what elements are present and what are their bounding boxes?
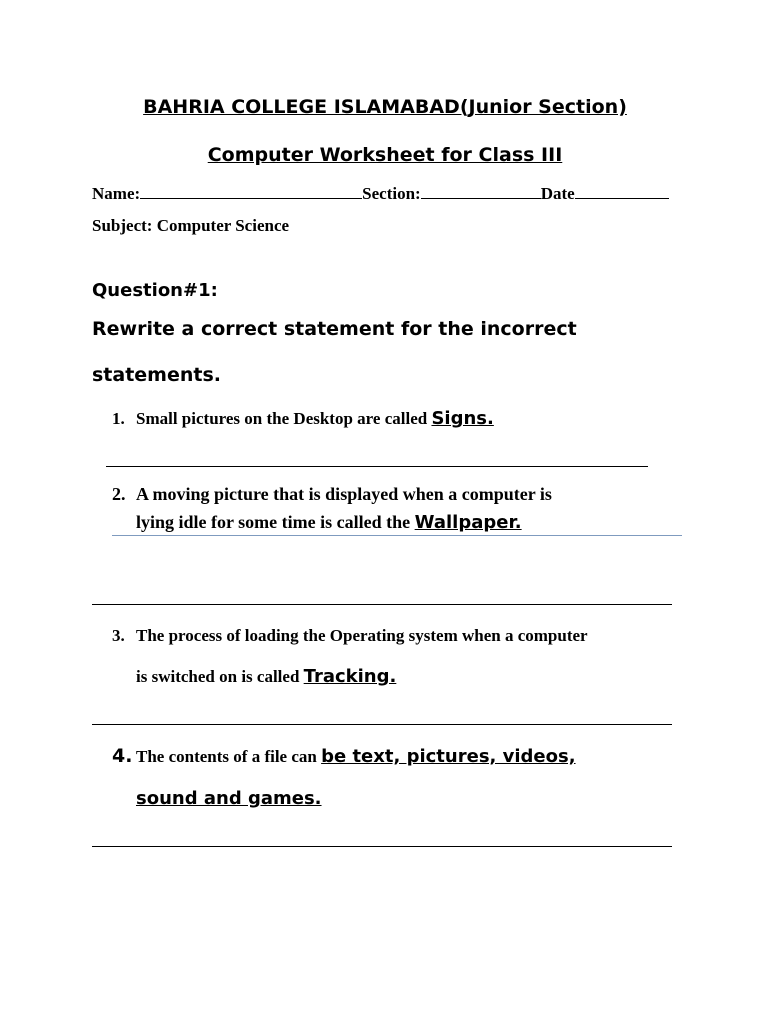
name-blank <box>140 184 362 199</box>
item-text-line1: The process of loading the Operating system when a computer <box>136 626 588 645</box>
list-item <box>112 484 552 505</box>
school-title: BAHRIA COLLEGE ISLAMABAD(Junior Section) <box>143 96 627 118</box>
item-text: Small pictures on the Desktop are called <box>136 409 432 428</box>
section-blank <box>421 184 541 199</box>
worksheet-title: Computer Worksheet for Class III <box>207 144 563 166</box>
list-item <box>112 626 588 646</box>
date-label: Date <box>540 184 575 203</box>
item-number: 4. <box>112 745 133 767</box>
list-item-continued <box>136 788 322 809</box>
item-number: 1. <box>112 409 125 428</box>
answer-line-4 <box>92 846 672 847</box>
item-text-line1: A moving picture that is displayed when a computer is <box>136 484 552 504</box>
answer-line-3 <box>92 724 672 725</box>
list-item <box>112 745 576 767</box>
question-heading: Question#1: <box>92 280 218 301</box>
date-blank <box>575 184 669 199</box>
item-answer: Wallpaper. <box>414 512 522 533</box>
answer-line-2 <box>92 604 672 605</box>
item-answer: Signs. <box>431 408 494 429</box>
divider-rule <box>112 535 682 536</box>
item-answer-part1: be text, pictures, videos, <box>321 746 576 767</box>
student-info-line <box>92 184 669 204</box>
item-text-line1: The contents of a file can <box>136 747 322 766</box>
answer-line-1 <box>106 466 648 467</box>
item-text-line2: is switched on is called <box>136 667 304 686</box>
item-number: 3. <box>112 626 125 645</box>
subject-line: Subject: Computer Science <box>92 216 290 235</box>
list-item-continued <box>136 666 396 687</box>
list-item <box>112 408 494 429</box>
item-text-line2: lying idle for some time is called the <box>136 512 415 532</box>
name-label: Name: <box>92 184 141 203</box>
item-number: 2. <box>112 484 126 504</box>
question-instruction-line1: Rewrite a correct statement for the incorrect <box>92 318 577 340</box>
question-instruction-line2: statements. <box>92 364 222 386</box>
list-item-continued <box>136 512 522 533</box>
item-answer-part2: sound and games. <box>136 788 322 809</box>
item-answer: Tracking. <box>303 666 397 687</box>
section-label: Section: <box>362 184 421 203</box>
